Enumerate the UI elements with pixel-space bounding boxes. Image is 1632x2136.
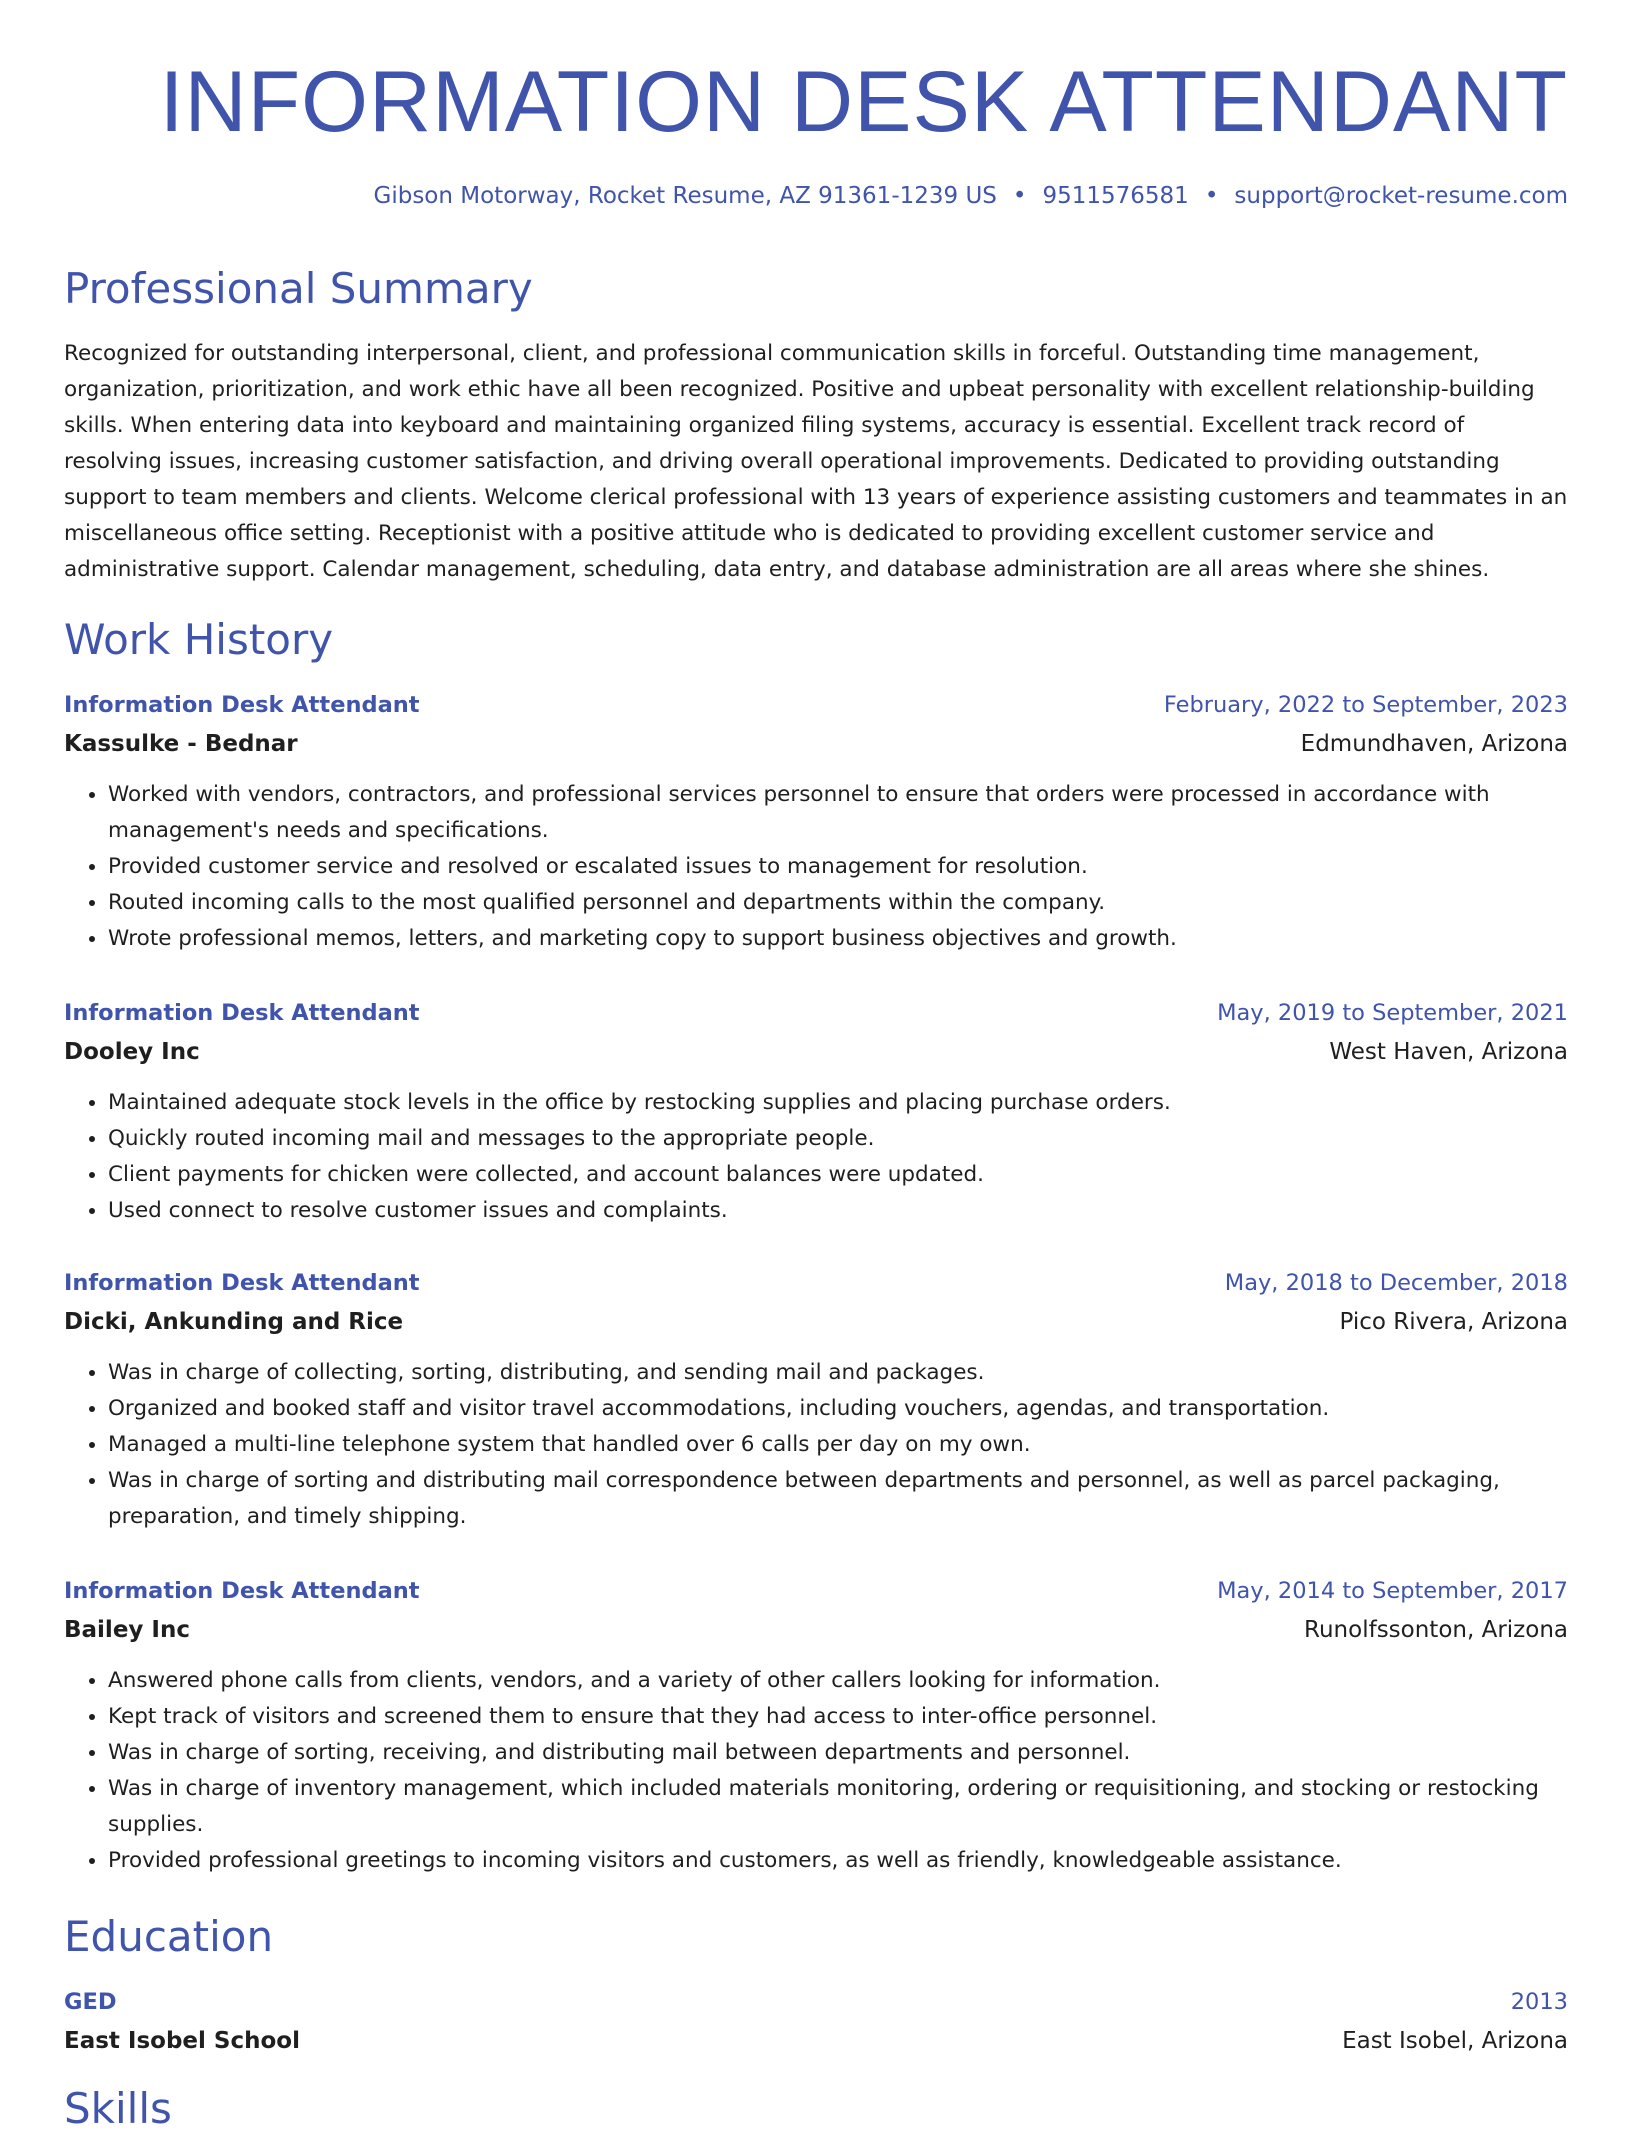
job-employer: Bailey Inc <box>64 1617 190 1643</box>
job-duty: • Maintained adequate stock levels in the office by restocking supplies and placing purchase orders. <box>108 1085 1568 1121</box>
job-duties-list <box>64 1085 1568 1229</box>
job-location: Pico Rivera, Arizona <box>1339 1309 1568 1335</box>
job-duty: • Client payments for chicken were collected, and account balances were updated. <box>108 1157 1568 1193</box>
job-duty: • Quickly routed incoming mail and messages to the appropriate people. <box>108 1121 1568 1157</box>
job-entry <box>64 685 1568 957</box>
job-duty: • Was in charge of sorting, receiving, and distributing mail between departments and personnel. <box>108 1735 1568 1771</box>
job-location: Edmundhaven, Arizona <box>1300 731 1568 757</box>
education-school: East Isobel School <box>64 2028 300 2054</box>
job-duty: • Used connect to resolve customer issues and complaints. <box>108 1193 1568 1229</box>
job-duty: • Provided professional greetings to incoming visitors and customers, as well as friendly, knowledgeable assistance. <box>108 1843 1568 1879</box>
job-entry <box>64 993 1568 1229</box>
job-title: Information Desk Attendant <box>64 1578 420 1604</box>
job-dates: May, 2014 to September, 2017 <box>1217 1578 1568 1604</box>
job-duties-list <box>64 1355 1568 1535</box>
contact-separator: • <box>1012 183 1027 209</box>
job-duty: • Provided customer service and resolved or escalated issues to management for resolution. <box>108 849 1568 885</box>
job-location: West Haven, Arizona <box>1329 1039 1568 1065</box>
summary-heading: Professional Summary <box>64 264 533 313</box>
job-employer: Kassulke - Bednar <box>64 731 298 757</box>
job-duty: • Was in charge of sorting and distributing mail correspondence between departments and personnel, as well as parcel packaging, preparation, and timely shipping. <box>108 1463 1568 1535</box>
skills-heading: Skills <box>64 2084 172 2133</box>
job-entry <box>64 1263 1568 1535</box>
contact-line <box>374 180 1568 212</box>
contact-email: support@rocket-resume.com <box>1234 183 1568 209</box>
job-entry <box>64 1571 1568 1879</box>
job-duty: • Organized and booked staff and visitor travel accommodations, including vouchers, agendas, and transportation. <box>108 1391 1568 1427</box>
job-title: Information Desk Attendant <box>64 692 420 718</box>
job-duty: • Kept track of visitors and screened them to ensure that they had access to inter-office personnel. <box>108 1699 1568 1735</box>
job-dates: May, 2018 to December, 2018 <box>1224 1270 1568 1296</box>
job-duty: • Worked with vendors, contractors, and professional services personnel to ensure that orders were processed in accordance with management's needs and specifications. <box>108 777 1568 849</box>
job-duties-list <box>64 1663 1568 1879</box>
job-employer: Dicki, Ankunding and Rice <box>64 1309 404 1335</box>
education-entry <box>64 1982 1568 2060</box>
job-duty: • Answered phone calls from clients, vendors, and a variety of other callers looking for information. <box>108 1663 1568 1699</box>
job-dates: May, 2019 to September, 2021 <box>1217 1000 1568 1026</box>
job-title: Information Desk Attendant <box>64 1270 420 1296</box>
job-duty: • Managed a multi-line telephone system that handled over 6 calls per day on my own. <box>108 1427 1568 1463</box>
education-year: 2013 <box>1510 1989 1568 2015</box>
education-degree: GED <box>64 1989 117 2015</box>
resume-name: INFORMATION DESK ATTENDANT <box>159 54 1568 150</box>
job-duty: • Was in charge of collecting, sorting, distributing, and sending mail and packages. <box>108 1355 1568 1391</box>
contact-address: Gibson Motorway, Rocket Resume, AZ 91361-1239 US <box>373 183 997 209</box>
job-title: Information Desk Attendant <box>64 1000 420 1026</box>
work-history-heading: Work History <box>64 615 334 664</box>
education-heading: Education <box>64 1912 274 1961</box>
job-duty: • Wrote professional memos, letters, and marketing copy to support business objectives and growth. <box>108 921 1568 957</box>
education-location: East Isobel, Arizona <box>1342 2028 1568 2054</box>
job-duty: • Was in charge of inventory management, which included materials monitoring, ordering or requisitioning, and stocking or restocking supplies. <box>108 1771 1568 1843</box>
contact-separator: • <box>1204 183 1219 209</box>
summary-text: Recognized for outstanding interpersonal, client, and professional communication skills in forceful. Outstanding time management, organization, prioritization, and work ethic have all been recognized. Positive and upbeat personality with excellent relationship-building skills. When entering data into keyboard and maintaining organized filing systems, accuracy is essential. Excellent track record of resolving issues, increasing customer satisfaction, and driving overall operational improvements. Dedicated to providing outstanding support to team members and clients. Welcome clerical professional with 13 years of experience assisting customers and teammates in an miscellaneous office setting. Receptionist with a positive attitude who is dedicated to providing excellent customer service and administrative support. Calendar management, scheduling, data entry, and database administration are all areas where she shines. <box>64 341 1568 582</box>
job-location: Runolfssonton, Arizona <box>1304 1617 1568 1643</box>
job-duty: • Routed incoming calls to the most qualified personnel and departments within the company. <box>108 885 1568 921</box>
job-employer: Dooley Inc <box>64 1039 200 1065</box>
contact-phone: 9511576581 <box>1042 183 1189 209</box>
job-dates: February, 2022 to September, 2023 <box>1163 692 1568 718</box>
job-duties-list <box>64 777 1568 957</box>
